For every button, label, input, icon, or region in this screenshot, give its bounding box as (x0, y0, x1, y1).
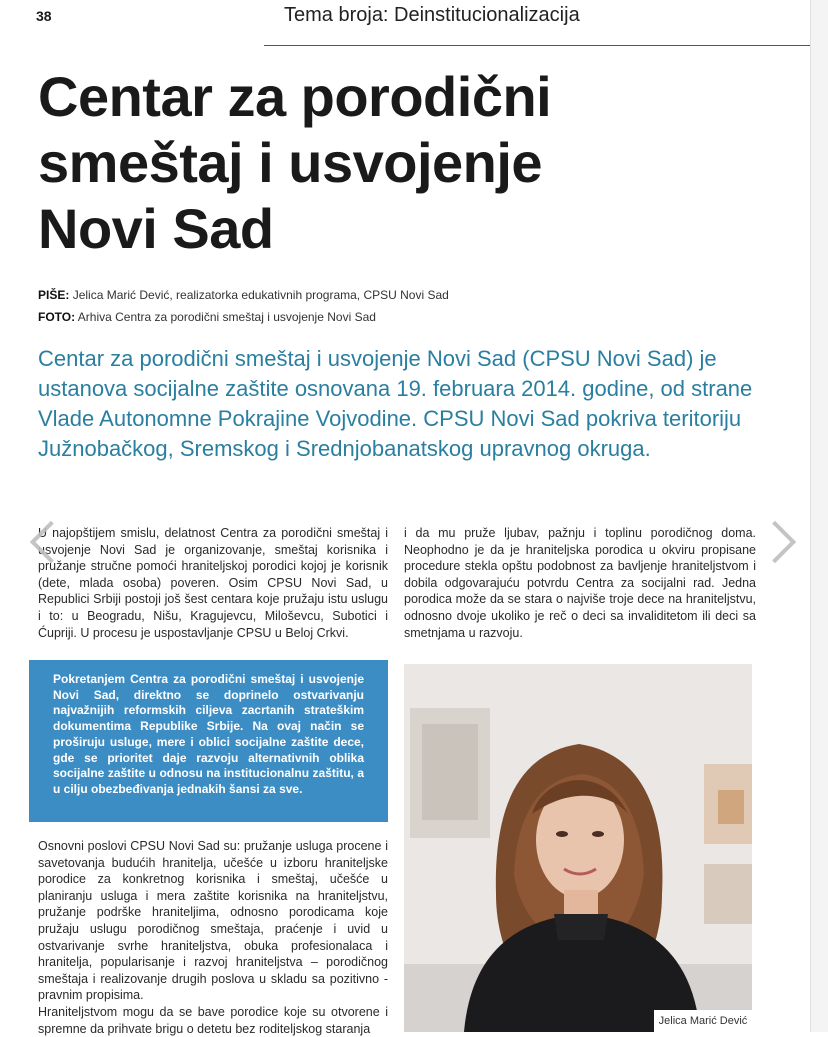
page-number: 38 (36, 8, 52, 24)
highlight-box (29, 660, 388, 822)
lead-paragraph: Centar za porodični smeštaj i usvojenje Novi Sad (CPSU Novi Sad) je ustanova socijalne zaštite osnovana 19. februara 2014. godine, od strane Vlade Autonomne Pokrajine Vojvodine. CPSU Novi Sad pokriva teritoriju Južnobačkog, Sremskog i Srednjobanatskog upravnog okruga. (38, 346, 753, 461)
article-title (38, 64, 658, 262)
body-paragraph-foster: Hraniteljstvom mogu da se bave porodice koje su otvorene i spremne da prihvate brigu o detetu bez roditeljskog staranja (38, 1005, 388, 1036)
title-line-2: smeštaj i usvojenje (38, 131, 543, 194)
page-edge (810, 0, 828, 1032)
highlight-text: Pokretanjem Centra za porodični smeštaj i usvojenje Novi Sad, direktno se doprinelo ostvarivanju najvažnijih reformskih ciljeva zacrtanih strateškim dokumentima Republike Srbije. Na ovaj način se proširuju usluge, mere i oblici socijalne zaštite dece, gde se prioritet daje razvoju alternativnih oblika socijalne zaštite u odnosu na institucionalnu zaštitu, a u cilju obezbeđivanja jednakih šansi za sve. (53, 672, 364, 796)
portrait-illustration (404, 664, 752, 1032)
photo-credit (38, 310, 376, 324)
body-column-left: U najopštijem smislu, delatnost Centra za porodični smeštaj i usvojenje Novi Sad je organizovanje, smeštaj korisnika i pružanje stručne pomoći hraniteljskoj porodici kojoj je korisnik (dete, mlada osoba) poveren. Osim CPSU Novi Sad, u Republici Srbiji postoji još šest centara koje pružaju istu uslugu i to: u Beogradu, Nišu, Kragujevcu, Miloševcu, Subotici i Ćupriji. U procesu je uspostavljanje CPSU u Beloj Crkvi. (38, 526, 388, 640)
title-line-1: Centar za porodični (38, 65, 552, 128)
photo-credit-text: Arhiva Centra za porodični smeštaj i usvojenje Novi Sad (77, 310, 376, 324)
author-label: PIŠE: (38, 288, 70, 302)
photo-caption: Jelica Marić Dević (654, 1010, 752, 1032)
body-column-right: i da mu pruže ljubav, pažnju i toplinu porodičnog doma. Neophodno je da je hraniteljska porodica u okviru propisane procedure stekla opštu podobnost za bavljenje hraniteljstvom i dobila odgovarajuću potvrdu Centra za socijalni rad. Jedna porodica može da se stara o najviše troje dece na hraniteljstvu, odnosno dvoje ukoliko je reč o deci sa invaliditetom ili deci sa smetnjama u razvoju. (404, 526, 756, 640)
body-paragraph-duties: Osnovni poslovi CPSU Novi Sad su: pružanje usluga procene i savetovanja budućih hranitelja, učešće u izboru hraniteljske porodice za konkretnog korisnika i smeštaj, učešće u planiranju usluga i mera zaštite korisnika na hraniteljstvu, pružanje podrške hraniteljima, odnosno porodicama koje pružaju uslugu porodičnog smeštaja, praćenje i uvid u ostvarivanje svrhe hraniteljstva, obuka profesionalaca i hranitelja, popularisanje i razvoj hraniteljstva – porodičnog smeštaja i realizovanje drugih poslova u skladu sa pozitivno - pravnim propisima. (38, 839, 388, 1003)
photo-label: FOTO: (38, 310, 76, 324)
chevron-right-icon[interactable] (754, 521, 796, 563)
header-divider (264, 45, 812, 46)
portrait-photo (404, 664, 752, 1032)
author-credit (38, 288, 449, 302)
author-name: Jelica Marić Dević, realizatorka edukativnih programa, CPSU Novi Sad (72, 288, 449, 302)
title-line-3: Novi Sad (38, 197, 274, 260)
section-title: Tema broja: Deinstitucionalizacija (284, 4, 580, 26)
